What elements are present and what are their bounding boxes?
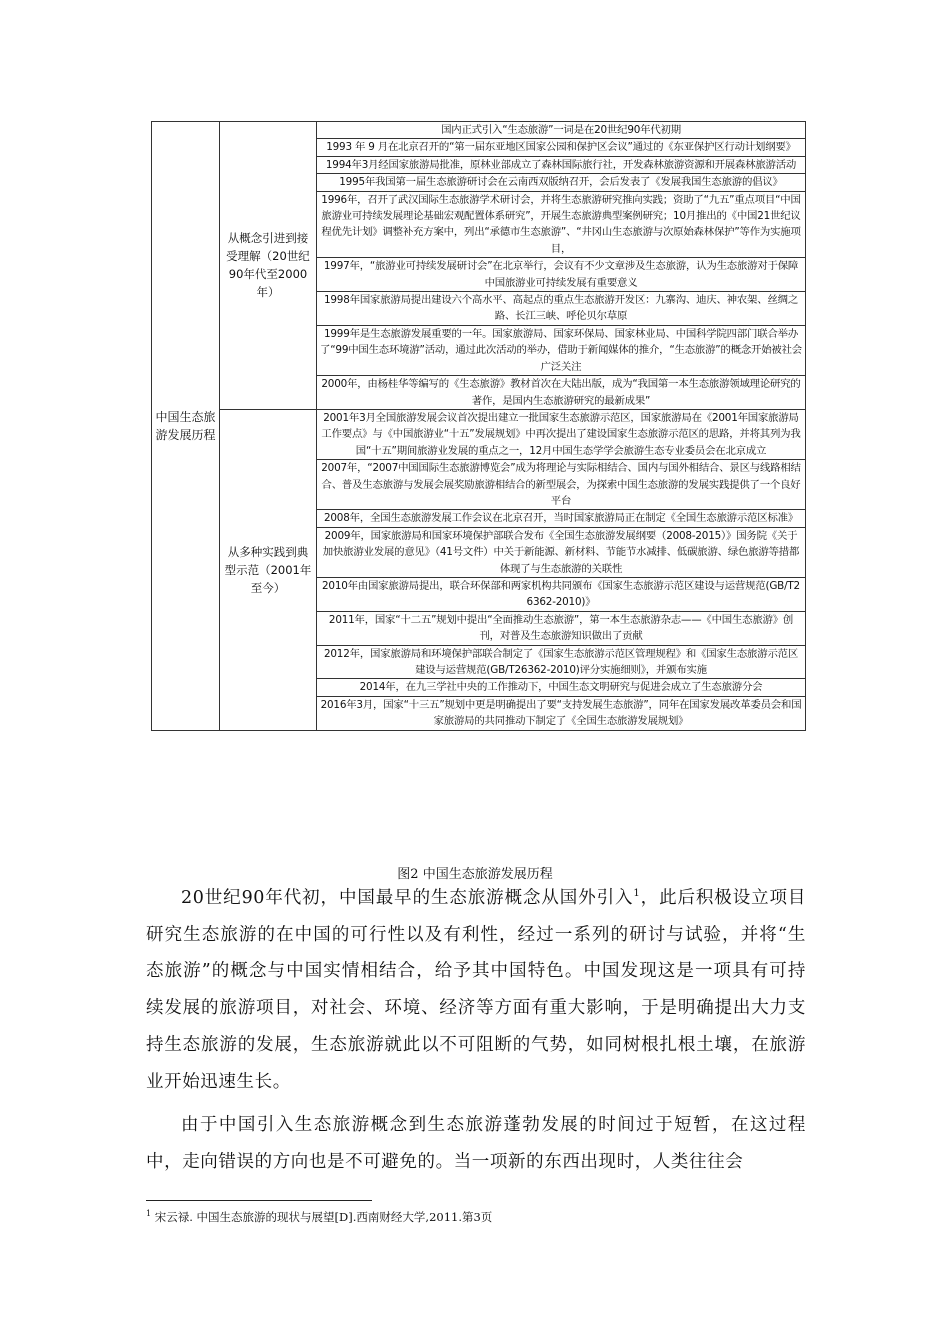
event-cell: 2014年，在九三学社中央的工作推动下，中国生态文明研究与促进会成立了生态旅游分会 xyxy=(317,679,806,696)
event-cell: 1999年是生态旅游发展重要的一年。国家旅游局、国家环保局、国家林业局、中国科学院四部门联合举办了“99中国生态环境游”活动，通过此次活动的举办，借助于新闻媒体的推介，“生态旅游”的概念开始被社会广泛关注 xyxy=(317,325,806,375)
paragraph-text: ，此后积极设立项目研究生态旅游的在中国的可行性以及有利性，经过一系列的研讨与试验，并将“生态旅游”的概念与中国实情相结合，给予其中国特色。中国发现这是一项具有可持续发展的旅游项目，对社会、环境、经济等方面有重大影响，于是明确提出大力支持生态旅游的发展，生态旅游就此以不可阻断的气势，如同树根扎根土壤，在旅游业开始迅速生长。 xyxy=(146,888,806,1092)
event-cell: 2007年，“2007中国国际生态旅游博览会”成为将理论与实际相结合、国内与国外相结合、景区与线路相结合、普及生态旅游与发展会展奖励旅游相结合的新型展会，为探索中国生态旅游的发展实践提供了一个良好平台 xyxy=(317,460,806,510)
body-paragraph-1 xyxy=(146,880,806,1100)
event-cell: 1998年国家旅游局提出建设六个高水平、高起点的重点生态旅游开发区：九寨沟、迪庆、神农架、丝绸之路、长江三峡、呼伦贝尔草原 xyxy=(317,292,806,326)
footnote xyxy=(146,1209,492,1225)
event-cell: 2011年，国家“十二五”规划中提出“全面推动生态旅游”，第一本生态旅游杂志——《中国生态旅游》创刊，对普及生态旅游知识做出了贡献 xyxy=(317,611,806,645)
footnote-divider xyxy=(146,1200,372,1201)
event-cell: 国内正式引入“生态旅游”一词是在20世纪90年代初期 xyxy=(317,122,806,139)
table-main-category: 中国生态旅游发展历程 xyxy=(152,122,220,731)
figure-caption: 图2 中国生态旅游发展历程 xyxy=(397,867,553,882)
event-cell: 2008年，全国生态旅游发展工作会议在北京召开，当时国家旅游局正在制定《全国生态旅游示范区标准》 xyxy=(317,510,806,527)
footnote-text: 宋云禄. 中国生态旅游的现状与展望[D].西南财经大学,2011.第3页 xyxy=(154,1210,493,1224)
event-cell: 2010年由国家旅游局提出，联合环保部和两家机构共同颁布《国家生态旅游示范区建设与运营规范(GB/T26362-2010)》 xyxy=(317,577,806,611)
body-paragraph-2: 由于中国引入生态旅游概念到生态旅游蓬勃发展的时间过于短暂，在这过程中，走向错误的方向也是不可避免的。当一项新的东西出现时，人类往往会 xyxy=(146,1115,806,1172)
history-table xyxy=(151,121,806,731)
event-cell: 1994年3月经国家旅游局批准，原林业部成立了森林国际旅行社，开发森林旅游资源和开展森林旅游活动 xyxy=(317,156,806,173)
event-cell: 1996年，召开了武汉国际生态旅游学术研讨会，并将生态旅游研究推向实践；资助了“九五”重点项目“中国旅游业可持续发展理论基础宏观配置体系研究”，开展生态旅游典型案例研究；10月推出的《中国21世纪议程优先计划》调整补充方案中，列出“承德市生态旅游”、“井冈山生态旅游与次原始森林保护”等作为实施项目， xyxy=(317,191,806,258)
footnote-mark: 1 xyxy=(146,1209,152,1219)
table-row xyxy=(152,409,806,459)
event-cell: 1997年，“旅游业可持续发展研讨会”在北京举行，会议有不少文章涉及生态旅游，认为生态旅游对于保障中国旅游业可持续发展有重要意义 xyxy=(317,258,806,292)
footnote-reference[interactable]: 1 xyxy=(633,888,641,900)
event-cell: 2001年3月全国旅游发展会议首次提出建立一批国家生态旅游示范区，国家旅游局在《2001年国家旅游局工作要点》与《中国旅游业“十五”发展规划》中再次提出了建设国家生态旅游示范区的思路，并将其列为我国“十五”期间旅游业发展的重点之一，12月中国生态学学会旅游生态专业委员会在北京成立 xyxy=(317,409,806,459)
stage-label: 从概念引进到接受理解（20世纪90年代至2000年） xyxy=(220,122,317,410)
table-row xyxy=(152,122,806,139)
event-cell: 2012年，国家旅游局和环境保护部联合制定了《国家生态旅游示范区管理规程》和《国家生态旅游示范区建设与运营规范(GB/T26362-2010)评分实施细则》，并颁布实施 xyxy=(317,645,806,679)
event-cell: 2000年，由杨桂华等编写的《生态旅游》教材首次在大陆出版，成为“我国第一本生态旅游领域理论研究的著作，是国内生态旅游研究的最新成果” xyxy=(317,376,806,410)
paragraph-text: 20世纪90年代初，中国最早的生态旅游概念从国外引入 xyxy=(181,888,634,908)
event-cell: 1995年我国第一届生态旅游研讨会在云南西双版纳召开，会后发表了《发展我国生态旅游的倡议》 xyxy=(317,174,806,191)
stage-label: 从多种实践到典型示范（2001年至今） xyxy=(220,409,317,730)
event-cell: 2016年3月，国家“十三五”规划中更是明确提出了要“支持发展生态旅游”，同年在国家发展改革委员会和国家旅游局的共同推动下制定了《全国生态旅游发展规划》 xyxy=(317,696,806,730)
event-cell: 1993 年 9 月在北京召开的“第一届东亚地区国家公园和保护区会议”通过的《东亚保护区行动计划纲要》 xyxy=(317,139,806,156)
event-cell: 2009年，国家旅游局和国家环境保护部联合发布《全国生态旅游发展纲要（2008-2015）》国务院《关于加快旅游业发展的意见》（41号文件）中关于新能源、新材料、节能节水减排、低碳旅游、绿色旅游等措都体现了与生态旅游的关联性 xyxy=(317,527,806,577)
